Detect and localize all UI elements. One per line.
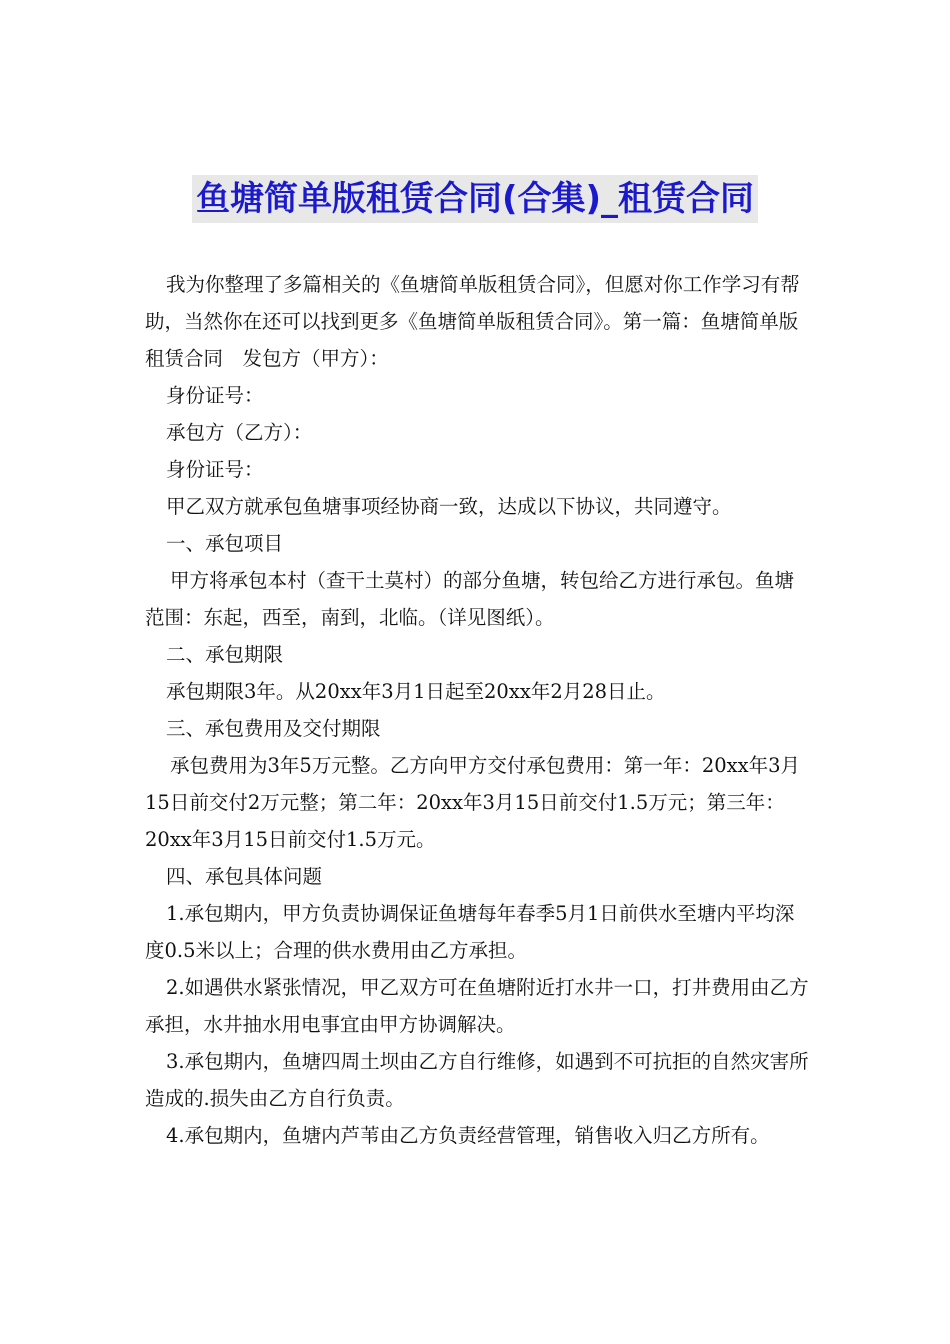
paragraph: 1.承包期内，甲方负责协调保证鱼塘每年春季5月1日前供水至塘内平均深度0.5米以上；合理的供水费用由乙方承担。 — [145, 902, 795, 962]
paragraph: 甲方将承包本村（查干土莫村）的部分鱼塘，转包给乙方进行承包。鱼塘范围：东起，西至，南到，北临。（详见图纸）。 — [145, 569, 795, 629]
paragraph: 4.承包期内，鱼塘内芦苇由乙方负责经营管理，销售收入归乙方所有。 — [166, 1124, 770, 1147]
paragraph: 承包费用为3年5万元整。乙方向甲方交付承包费用：第一年：20xx年3月15日前交付2万元整；第二年：20xx年3月15日前交付1.5万元；第三年：20xx年3月15日前交付1.5万元。 — [145, 754, 801, 851]
paragraph: 三、承包费用及交付期限 — [166, 717, 381, 740]
paragraph: 承包方（乙方）： — [166, 421, 313, 444]
title-block — [0, 175, 950, 223]
paragraph: 身份证号： — [166, 384, 264, 407]
document-title: 鱼塘简单版租赁合同(合集)_租赁合同 — [192, 175, 758, 223]
paragraph: 二、承包期限 — [166, 643, 284, 666]
paragraph: 我为你整理了多篇相关的《鱼塘简单版租赁合同》，但愿对你工作学习有帮助，当然你在还可以找到更多《鱼塘简单版租赁合同》。第一篇：鱼塘简单版租赁合同 发包方（甲方）： — [145, 273, 800, 370]
document-body — [145, 266, 809, 1154]
paragraph: 承包期限3年。从20xx年3月1日起至20xx年2月28日止。 — [166, 680, 666, 703]
paragraph: 2.如遇供水紧张情况，甲乙双方可在鱼塘附近打水井一口，打井费用由乙方承担，水井抽水用电事宜由甲方协调解决。 — [145, 976, 809, 1036]
paragraph: 一、承包项目 — [166, 532, 284, 555]
paragraph: 甲乙双方就承包鱼塘事项经协商一致，达成以下协议，共同遵守。 — [166, 495, 732, 518]
paragraph: 身份证号： — [166, 458, 264, 481]
paragraph: 四、承包具体问题 — [166, 865, 323, 888]
paragraph: 3.承包期内，鱼塘四周土坝由乙方自行维修，如遇到不可抗拒的自然灾害所造成的.损失由乙方自行负责。 — [145, 1050, 809, 1110]
